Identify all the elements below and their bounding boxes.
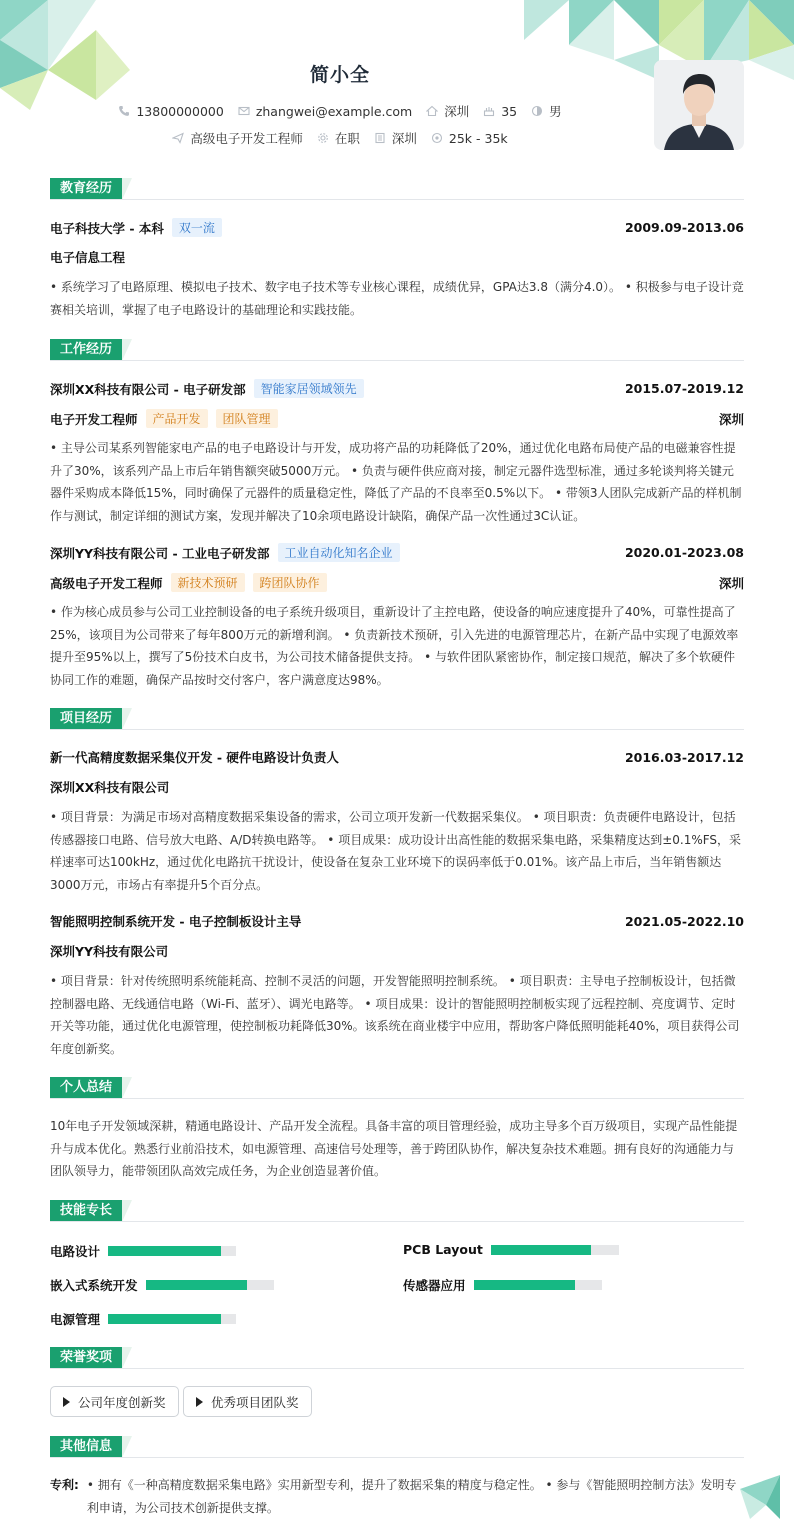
work-period: 2015.07-2019.12 (624, 381, 744, 396)
position-text: 高级电子开发工程师 (190, 131, 303, 146)
section-divider (50, 1368, 744, 1369)
decorative-triangles-bottom-right (740, 1475, 780, 1519)
honor-label: 公司年度创新奖 (78, 1394, 166, 1410)
skill-bar-fill (474, 1280, 575, 1290)
section-summary-title: 个人总结 (50, 1077, 122, 1099)
work-tag: 产品开发 (146, 409, 208, 428)
target-city-text: 深圳 (391, 131, 417, 146)
gender-text: 男 (549, 104, 562, 119)
skill-bar-fill (146, 1280, 247, 1290)
section-divider (50, 1098, 744, 1099)
status-item (317, 129, 360, 147)
resume-header (0, 0, 794, 170)
work-1-description: • 主导公司某系列智能家电产品的电子电路设计与开发，成功将产品的功耗降低了20%，通过优化电路布局使产品的电磁兼容性提升了30%，该系列产品上市后年销售额突破5000万元。 • 负责与硬件供应商对接，制定元器件选型标准，通过多轮谈判将关键元器件采购成本降低15%，同时确保了元器件的质量稳定性，降低了产品的不良率至0.5%以下。 • 带领3人团队完成新产品的样机制作与测试，制定详细的测试方案，发现并解决了10余项电路设计缺陷，确保产品一次性通过3C认证。 (50, 441, 742, 523)
home-icon (426, 105, 438, 117)
contact-row (0, 102, 680, 120)
salary-item (431, 129, 508, 147)
position-item (172, 129, 303, 147)
play-icon (63, 1397, 70, 1407)
target-city-item (374, 129, 417, 147)
cake-icon (483, 105, 495, 117)
phone-icon (118, 105, 130, 117)
other-info (50, 1474, 744, 1519)
city-item (426, 102, 469, 120)
work-title: 电子开发工程师 (50, 411, 138, 427)
section-honors-title: 荣誉奖项 (50, 1347, 122, 1369)
project-2-company-row (50, 942, 744, 960)
skill-bar (108, 1246, 236, 1256)
work-title: 高级电子开发工程师 (50, 575, 163, 591)
skill-item (403, 1276, 602, 1294)
project-1-header (50, 748, 744, 766)
skill-bar-fill (108, 1314, 221, 1324)
phone-text: 13800000000 (136, 103, 224, 119)
work-1-header (50, 379, 744, 398)
skill-name: 电路设计 (50, 1244, 101, 1259)
section-divider (50, 1457, 744, 1458)
project-company: 深圳XX科技有限公司 (50, 780, 170, 795)
project-2-header (50, 912, 744, 930)
skill-item (50, 1276, 274, 1294)
email-item (238, 102, 412, 120)
work-company: 深圳YY科技有限公司 - 工业电子研发部 (50, 545, 270, 561)
school-name: 电子科技大学 - 本科 (50, 220, 164, 236)
work-tag: 跨团队协作 (253, 573, 327, 592)
work-period: 2020.01-2023.08 (624, 545, 744, 560)
work-company-tag: 工业自动化知名企业 (278, 543, 400, 562)
candidate-name: 简小全 (309, 64, 370, 86)
education-period: 2009.09-2013.06 (624, 220, 744, 235)
patent-label: 专利: (50, 1478, 79, 1492)
gender-item (531, 102, 562, 120)
skill-name: 嵌入式系统开发 (50, 1278, 138, 1293)
project-1-description: • 项目背景：为满足市场对高精度数据采集设备的需求，公司立项开发新一代数据采集仪。 • 项目职责：负责硬件电路设计，包括传感器接口电路、信号放大电路、A/D转换电路等。 • 项目成果：成功设计出高性能的数据采集电路，采集精度达到±0.1%FS，采样速率可达100kHz，通过优化电路抗干扰设计，使设备在复杂工业环境下的误码率低于0.01%。该产品上市后，当年销售额达3000万元，市场占有率提升5个百分点。 (50, 810, 742, 892)
work-city: 深圳 (718, 411, 744, 427)
age-item (483, 102, 517, 120)
section-skills-title: 技能专长 (50, 1200, 122, 1222)
section-divider (50, 199, 744, 200)
skill-bar-fill (491, 1245, 591, 1255)
patent-text: • 拥有《一种高精度数据采集电路》实用新型专利，提升了数据采集的精度与稳定性。 • 参与《智能照明控制方法》发明专利申请，为公司技术创新提供支撑。 (86, 1478, 737, 1515)
play-icon (196, 1397, 203, 1407)
section-divider (50, 360, 744, 361)
email-text: zhangwei@example.com (255, 103, 413, 119)
gear-icon (317, 132, 329, 144)
work-company-tag: 智能家居领域领先 (254, 379, 364, 398)
project-period: 2021.05-2022.10 (624, 913, 744, 929)
work-company: 深圳XX科技有限公司 - 电子研发部 (50, 381, 246, 397)
school-tag: 双一流 (172, 218, 222, 237)
status-text: 在职 (334, 131, 360, 146)
city-text: 深圳 (444, 104, 470, 119)
building-icon (374, 132, 386, 144)
skill-bar (474, 1280, 602, 1290)
salary-text: 25k - 35k (448, 130, 508, 146)
project-company: 深圳YY科技有限公司 (50, 944, 169, 959)
section-divider (50, 1221, 744, 1222)
gender-icon (531, 105, 543, 117)
work-2-title-row (50, 573, 744, 592)
work-2-description: • 作为核心成员参与公司工业控制设备的电子系统升级项目，重新设计了主控电路，使设备的响应速度提升了40%，可靠性提高了25%，该项目为公司带来了每年800万元的新增利润。 • 负责新技术预研，引入先进的电源管理芯片，在新产品中实现了电源效率提升至95%以上，撰写了5份技术白皮书，为公司技术储备提供支持。 • 与软件团队紧密协作，制定接口规范，解决了多个软硬件协同工作的难题，确保产品按时交付客户，客户满意度达98%。 (50, 605, 739, 687)
skill-bar (108, 1314, 236, 1324)
project-2-description: • 项目背景：针对传统照明系统能耗高、控制不灵活的问题，开发智能照明控制系统。 • 项目职责：主导电子控制板设计，包括微控制器电路、无线通信电路（Wi-Fi、蓝牙）、调光电路等。 • 项目成果：设计的智能照明控制板实现了远程控制、亮度调节、定时开关等功能，通过优化电源管理，使控制板功耗降低30%。该系统在商业楼宇中应用，帮助客户降低照明能耗40%，项目获得公司年度创新奖。 (50, 974, 740, 1056)
skill-bar-fill (108, 1246, 221, 1256)
skill-name: PCB Layout (403, 1242, 483, 1257)
job-intent-row (0, 129, 680, 147)
section-education-title: 教育经历 (50, 178, 122, 200)
work-tag: 新技术预研 (171, 573, 245, 592)
project-1-company-row (50, 778, 744, 796)
phone-item (118, 102, 223, 120)
coin-icon (431, 132, 443, 144)
section-other-title: 其他信息 (50, 1436, 122, 1458)
education-header (50, 218, 744, 237)
skill-name: 电源管理 (50, 1312, 101, 1327)
education-description: • 系统学习了电路原理、模拟电子技术、数字电子技术等专业核心课程，成绩优异，GPA达3.8（满分4.0）。 • 积极参与电子设计竞赛相关培训，掌握了电子电路设计的基础理论和实践技能。 (50, 280, 744, 317)
work-city: 深圳 (718, 575, 744, 591)
skill-item (50, 1242, 236, 1260)
work-1-title-row (50, 409, 744, 428)
honor-chip (50, 1386, 179, 1417)
section-work-title: 工作经历 (50, 339, 122, 361)
section-projects-title: 项目经历 (50, 708, 122, 730)
major-name: 电子信息工程 (50, 250, 126, 265)
skill-bar (491, 1245, 619, 1255)
section-divider (50, 729, 744, 730)
skill-bar (146, 1280, 274, 1290)
honor-label: 优秀项目团队奖 (211, 1394, 299, 1410)
send-icon (172, 132, 184, 144)
project-name: 智能照明控制系统开发 - 电子控制板设计主导 (50, 914, 302, 929)
honor-chip (183, 1386, 312, 1417)
major-row (50, 248, 744, 266)
project-period: 2016.03-2017.12 (624, 749, 744, 765)
skill-item (50, 1310, 236, 1328)
project-name: 新一代高精度数据采集仪开发 - 硬件电路设计负责人 (50, 750, 339, 765)
skill-item (403, 1242, 619, 1257)
work-tag: 团队管理 (216, 409, 278, 428)
work-2-header (50, 543, 744, 562)
avatar (654, 60, 744, 150)
summary-text: 10年电子开发领域深耕，精通电路设计、产品开发全流程。具备丰富的项目管理经验，成功主导多个百万级项目，实现产品性能提升与成本优化。熟悉行业前沿技术，如电源管理、高速信号处理等，善于跨团队协作，解决复杂技术难题。拥有良好的沟通能力与团队领导力，能带领团队高效完成任务，为企业创造显著价值。 (50, 1119, 738, 1178)
mail-icon (238, 105, 250, 117)
skill-name: 传感器应用 (403, 1278, 466, 1293)
age-text: 35 (501, 103, 518, 119)
